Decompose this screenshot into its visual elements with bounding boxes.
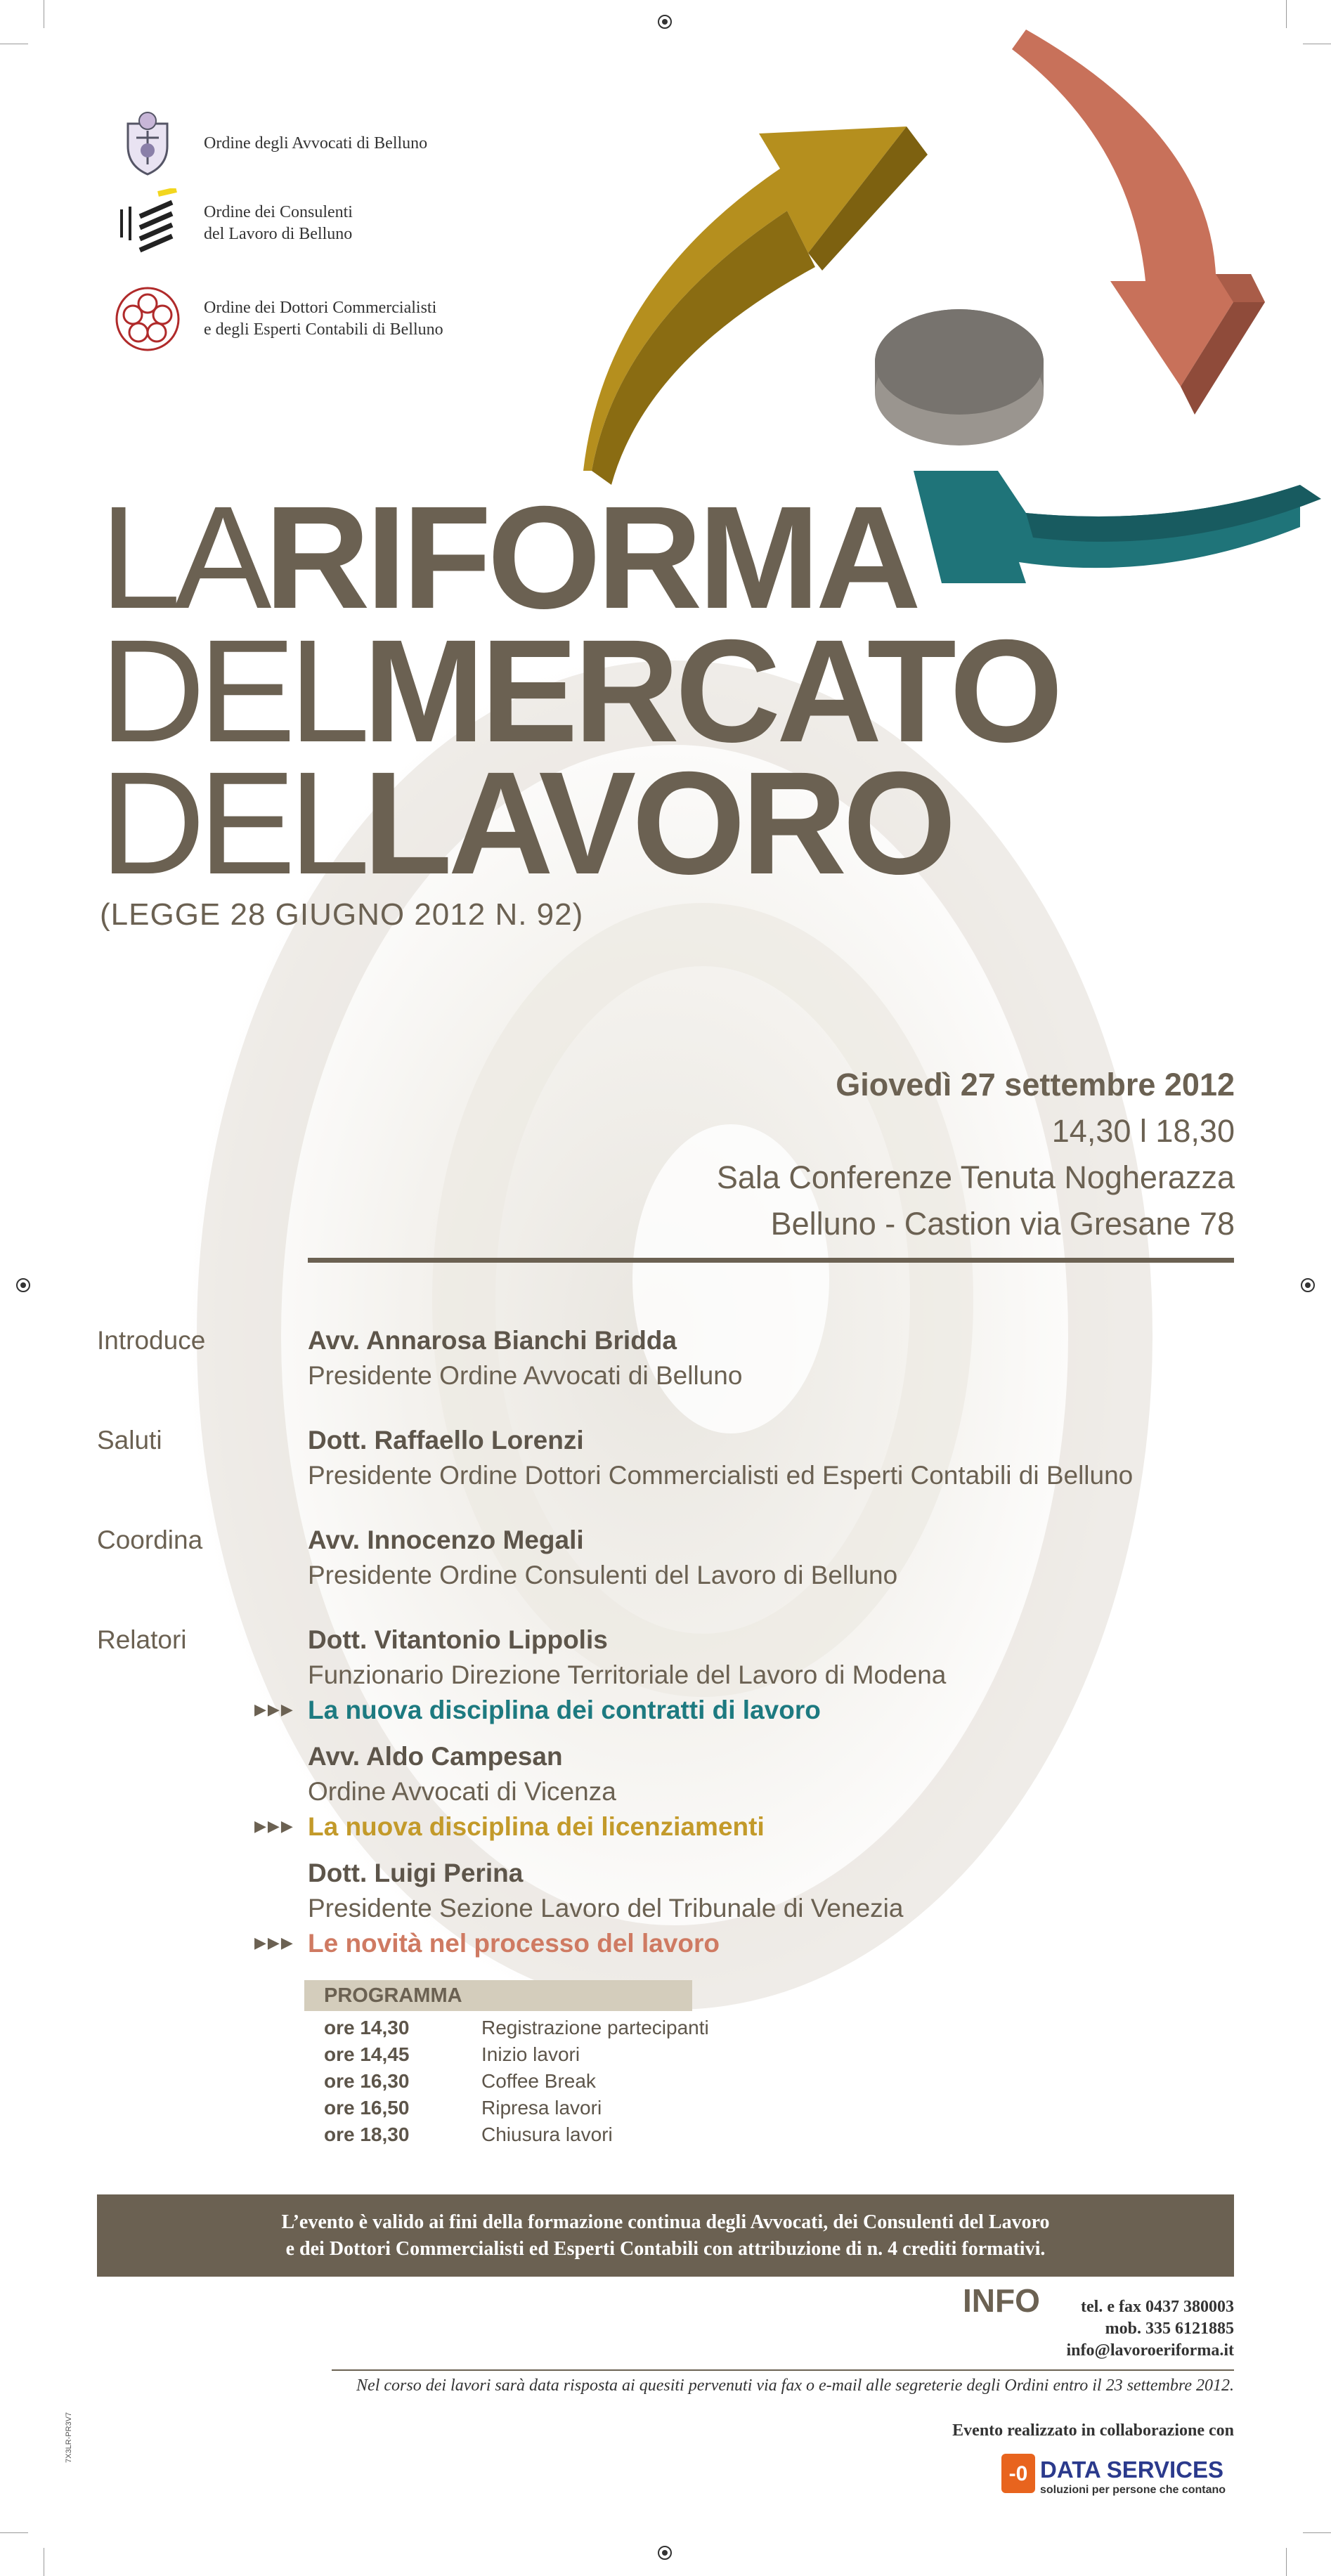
collaboration-text: Evento realizzato in collaborazione con — [952, 2421, 1234, 2440]
speaker-name: Dott. Vitantonio Lippolis — [308, 1625, 608, 1654]
schedule-time: ore 16,50 — [324, 2097, 410, 2119]
arrow-bullets-icon: ▶▶▶ — [254, 1700, 294, 1718]
title-line-3 — [100, 742, 952, 905]
title-bold: RIFORMA — [264, 476, 917, 639]
schedule-item: Ripresa lavori — [481, 2097, 602, 2119]
subtitle: (LEGGE 28 GIUGNO 2012 N. 92) — [100, 897, 584, 932]
schedule-time: ore 18,30 — [324, 2123, 410, 2145]
contact-phone: tel. e fax 0437 380003 — [1081, 2298, 1234, 2316]
title-light: DEL — [100, 742, 363, 905]
svg-text:-0: -0 — [1008, 2462, 1028, 2485]
title-bold: MERCATO — [363, 610, 1059, 773]
title-bold: LAVORO — [363, 742, 952, 905]
schedule-row — [324, 2070, 596, 2093]
contact-email[interactable]: info@lavoroeriforma.it — [1066, 2341, 1234, 2360]
schedule-time: ore 16,30 — [324, 2070, 410, 2092]
talk-topic: La nuova disciplina dei licenziamenti — [308, 1812, 765, 1841]
title-light: LA — [100, 476, 265, 639]
speaker-role: Presidente Sezione Lavoro del Tribunale di Venezia — [308, 1894, 904, 1923]
coat-of-arms-icon — [112, 108, 183, 178]
crop-mark — [1303, 2532, 1331, 2533]
stripes-logo-icon — [112, 188, 183, 259]
org-consulenti — [112, 188, 353, 259]
schedule-row — [324, 2043, 580, 2066]
divider — [308, 1258, 1234, 1263]
rosette-icon — [112, 284, 183, 354]
speaker-name: Avv. Aldo Campesan — [308, 1742, 563, 1771]
event-venue: Sala Conferenze Tenuta Nogherazza — [716, 1159, 1235, 1195]
speaker-role: Presidente Ordine Consulenti del Lavoro di Belluno — [308, 1561, 898, 1589]
schedule-item: Inizio lavori — [481, 2043, 580, 2065]
title-light: DEL — [100, 610, 363, 773]
credits-line: L’evento è valido ai fini della formazione continua degli Avvocati, dei Consulenti del Lavoro — [281, 2211, 1050, 2233]
label-coordina: Coordina — [97, 1526, 203, 1554]
contact-block — [1067, 2296, 1235, 2362]
speaker-name: Avv. Annarosa Bianchi Bridda — [308, 1326, 677, 1355]
schedule-item: Registrazione partecipanti — [481, 2017, 709, 2038]
event-time: 14,30 l 18,30 — [1051, 1113, 1235, 1149]
talk-topic: La nuova disciplina dei contratti di lavoro — [308, 1696, 821, 1724]
print-code: 7X3LR-PR3V7 — [65, 2412, 73, 2463]
org-avvocati — [112, 108, 427, 178]
speaker-role: Ordine Avvocati di Vicenza — [308, 1777, 616, 1806]
schedule-time: ore 14,45 — [324, 2043, 410, 2065]
speaker-name: Dott. Raffaello Lorenzi — [308, 1426, 584, 1455]
arrow-bullets-icon: ▶▶▶ — [254, 1817, 294, 1835]
divider — [332, 2369, 1234, 2371]
schedule-row — [324, 2017, 709, 2039]
arrow-bullets-icon: ▶▶▶ — [254, 1934, 294, 1951]
org-name: Ordine dei Consulenti del Lavoro di Belluno — [204, 203, 353, 243]
contact-mobile: mob. 335 6121885 — [1105, 2320, 1234, 2338]
sponsor-name: DATA SERVICES — [1040, 2457, 1223, 2483]
data-services-logo-icon — [1001, 2454, 1035, 2493]
schedule-item: Coffee Break — [481, 2070, 596, 2092]
registration-mark-icon — [1300, 1277, 1316, 1293]
questions-note: Nel corso dei lavori sarà data risposta ai quesiti pervenuti via fax o e-mail alle segreterie degli Ordini entro il 23 settembre 2012. — [356, 2376, 1234, 2395]
event-date: Giovedì 27 settembre 2012 — [836, 1067, 1235, 1102]
label-relatori: Relatori — [97, 1625, 187, 1654]
speaker-role: Funzionario Direzione Territoriale del Lavoro di Modena — [308, 1660, 947, 1689]
schedule-time: ore 14,30 — [324, 2017, 410, 2038]
event-address: Belluno - Castion via Gresane 78 — [770, 1206, 1235, 1242]
org-name: Ordine dei Dottori Commercialisti e degli Esperti Contabili di Belluno — [204, 299, 443, 339]
credits-line: e dei Dottori Commercialisti ed Esperti Contabili con attribuzione di n. 4 crediti formativi. — [285, 2237, 1046, 2260]
org-commercialisti — [112, 284, 443, 354]
speaker-role: Presidente Ordine Avvocati di Belluno — [308, 1361, 743, 1390]
schedule-row — [324, 2123, 613, 2146]
talk-topic: Le novità nel processo del lavoro — [308, 1929, 720, 1958]
registration-mark-icon — [15, 1277, 31, 1293]
speaker-role: Presidente Ordine Dottori Commercialisti ed Esperti Contabili di Belluno — [308, 1461, 1134, 1490]
schedule-row — [324, 2097, 602, 2119]
crop-mark — [1286, 2548, 1287, 2576]
label-introduce: Introduce — [97, 1326, 206, 1355]
crop-mark — [0, 2532, 28, 2533]
title-line-1 — [100, 476, 917, 639]
schedule-heading: PROGRAMMA — [304, 1980, 692, 2011]
speaker-name: Avv. Innocenzo Megali — [308, 1526, 584, 1554]
label-saluti: Saluti — [97, 1426, 162, 1455]
info-label: INFO — [963, 2282, 1040, 2319]
sponsor-tagline: soluzioni per persone che contano — [1040, 2484, 1226, 2496]
org-name: Ordine degli Avvocati di Belluno — [204, 134, 428, 152]
registration-mark-icon — [657, 2545, 673, 2561]
speaker-name: Dott. Luigi Perina — [308, 1859, 524, 1887]
schedule-item: Chiusura lavori — [481, 2123, 613, 2145]
credits-banner — [97, 2194, 1234, 2277]
